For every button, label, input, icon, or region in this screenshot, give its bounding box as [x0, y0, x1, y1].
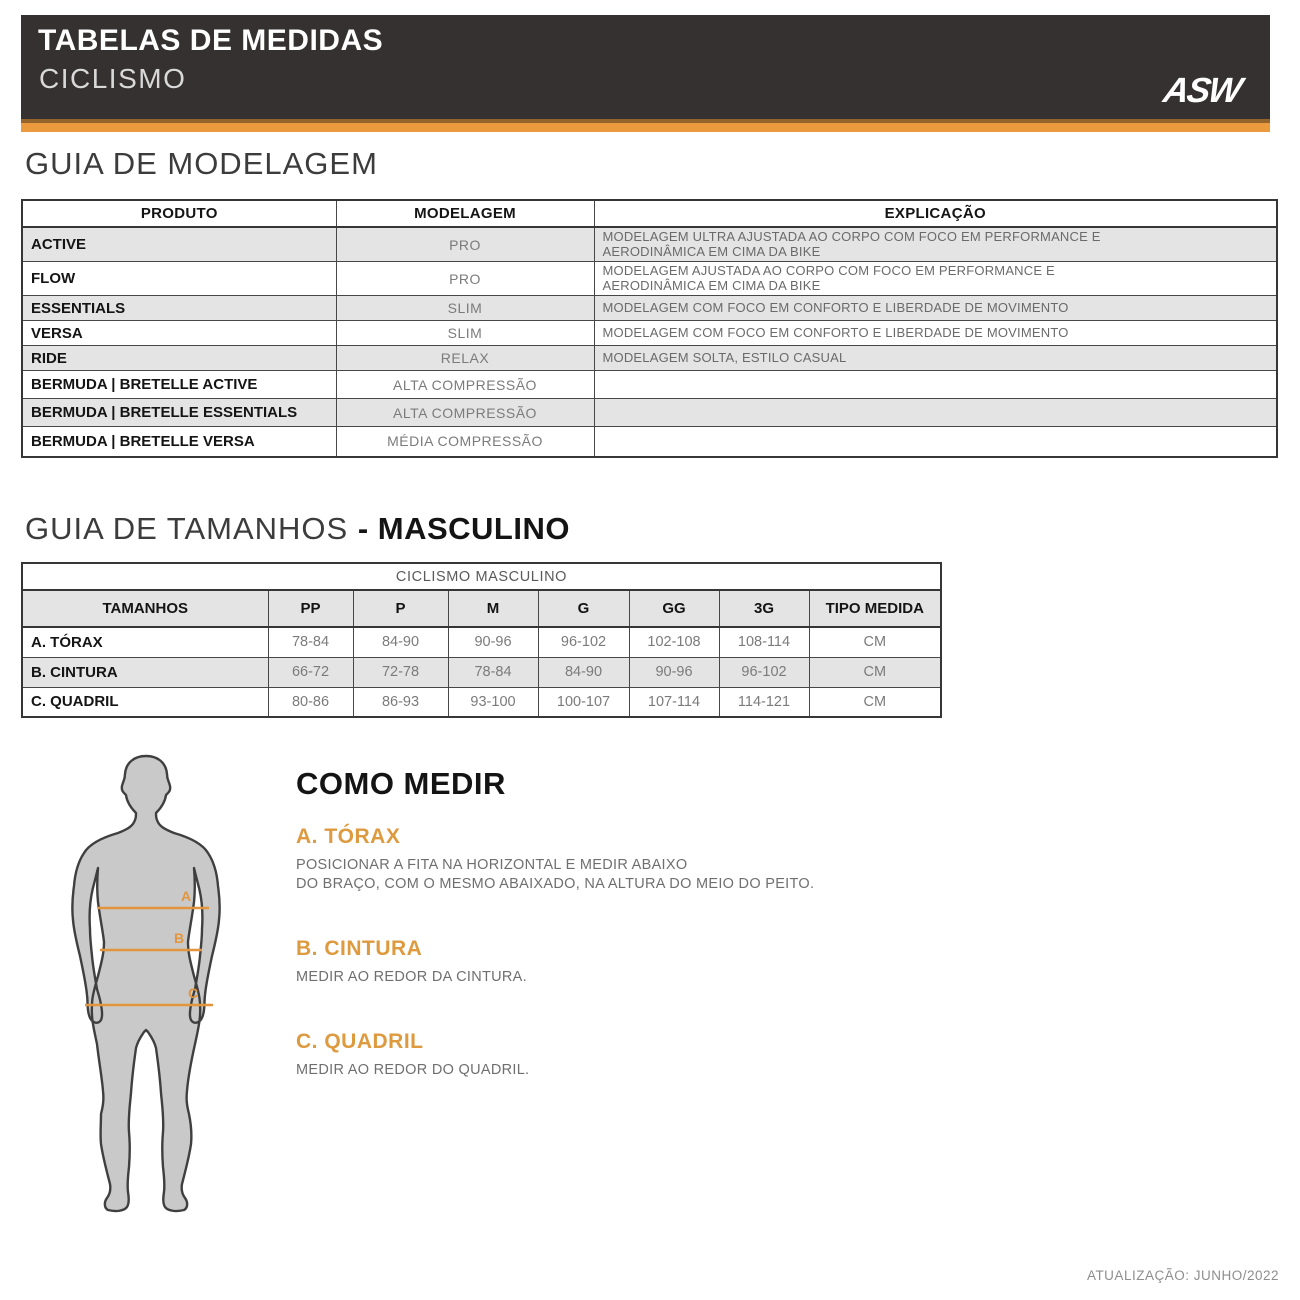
produto-cell: ESSENTIALS: [22, 296, 336, 321]
size-column-header: G: [538, 590, 629, 627]
modelagem-cell: PRO: [336, 262, 594, 296]
modelagem-row: [22, 296, 1277, 321]
como-medir-item-title: A. TÓRAX: [296, 825, 401, 848]
asw-logo: ASW: [1160, 71, 1244, 110]
size-row: [22, 657, 941, 687]
modelagem-cell: RELAX: [336, 346, 594, 371]
modelagem-row: [22, 346, 1277, 371]
size-value-cell: 72-78: [353, 657, 448, 687]
size-value-cell: 90-96: [629, 657, 719, 687]
tamanhos-heading-regular: GUIA DE TAMANHOS: [25, 511, 358, 546]
size-value-cell: 102-108: [629, 627, 719, 657]
size-value-cell: 66-72: [268, 657, 353, 687]
size-column-header: TAMANHOS: [22, 590, 268, 627]
chest-line-label: A: [181, 888, 192, 904]
como-medir-item: [296, 825, 976, 894]
explicacao-cell: [594, 262, 1277, 296]
produto-cell: VERSA: [22, 321, 336, 346]
size-value-cell: 96-102: [719, 657, 809, 687]
size-row: [22, 627, 941, 657]
modelagem-cell: ALTA COMPRESSÃO: [336, 399, 594, 427]
produto-cell: FLOW: [22, 262, 336, 296]
tamanhos-header-row: [22, 590, 941, 627]
update-date-label: ATUALIZAÇÃO: JUNHO/2022: [1086, 1268, 1279, 1283]
modelagem-row: [22, 399, 1277, 427]
como-medir-item-title: B. CINTURA: [296, 937, 423, 961]
produto-cell: BERMUDA | BRETELLE VERSA: [22, 427, 336, 457]
size-column-header: 3G: [719, 590, 809, 627]
explicacao-cell: [594, 321, 1277, 346]
modelagem-cell: PRO: [336, 227, 594, 262]
size-value-cell: 86-93: [353, 687, 448, 717]
size-value-cell: 100-107: [538, 687, 629, 717]
size-value-cell: 114-121: [719, 687, 809, 717]
modelagem-row: [22, 262, 1277, 296]
como-medir-item-text: MEDIR AO REDOR DO QUADRIL.: [296, 1062, 530, 1079]
como-medir-heading: COMO MEDIR: [296, 766, 506, 801]
measurement-label-cell: B. CINTURA: [22, 657, 268, 687]
explicacao-cell: [594, 399, 1277, 427]
tamanhos-heading-bold: - MASCULINO: [357, 511, 570, 546]
size-row: [22, 687, 941, 717]
como-medir-item: [296, 1030, 976, 1080]
header-bar: [21, 15, 1270, 119]
waist-line-label: B: [174, 930, 185, 946]
page-title: TABELAS DE MEDIDAS: [38, 24, 384, 57]
modelagem-cell: MÉDIA COMPRESSÃO: [336, 427, 594, 457]
modelagem-table: [21, 199, 1278, 458]
tamanhos-heading: [25, 511, 570, 547]
modelagem-cell: ALTA COMPRESSÃO: [336, 371, 594, 399]
modelagem-row: [22, 227, 1277, 262]
size-value-cell: 84-90: [538, 657, 629, 687]
tamanhos-table-title: CICLISMO MASCULINO: [22, 563, 941, 590]
explicacao-cell: [594, 227, 1277, 262]
size-column-header: M: [448, 590, 538, 627]
como-medir-item-text: POSICIONAR A FITA NA HORIZONTAL E MEDIR ABAIXO DO BRAÇO, COM O MESMO ABAIXADO, NA ALTURA DO MEIO DO PEITO.: [296, 857, 815, 893]
explicacao-cell: [594, 371, 1277, 399]
modelagem-row: [22, 321, 1277, 346]
male-silhouette-shape: [72, 756, 219, 1211]
modelagem-row: [22, 427, 1277, 457]
explicacao-text: MODELAGEM AJUSTADA AO CORPO COM FOCO EM PERFORMANCE E AERODINÂMICA EM CIMA DA BIKE: [602, 263, 1055, 293]
column-header: PRODUTO: [22, 200, 336, 227]
body-measurement-figure: [56, 748, 236, 1223]
explicacao-text: MODELAGEM COM FOCO EM CONFORTO E LIBERDADE DE MOVIMENTO: [602, 299, 1069, 315]
column-header: MODELAGEM: [336, 200, 594, 227]
produto-cell: ACTIVE: [22, 227, 336, 262]
size-value-cell: 78-84: [268, 627, 353, 657]
size-column-header: PP: [268, 590, 353, 627]
size-column-header: GG: [629, 590, 719, 627]
size-value-cell: 93-100: [448, 687, 538, 717]
modelagem-row: [22, 371, 1277, 399]
unit-cell: CM: [809, 687, 941, 717]
size-column-header: P: [353, 590, 448, 627]
modelagem-header-row: [22, 200, 1277, 227]
modelagem-heading: GUIA DE MODELAGEM: [25, 146, 378, 181]
como-medir-section: [296, 766, 976, 1081]
size-value-cell: 84-90: [353, 627, 448, 657]
measurement-label-cell: C. QUADRIL: [22, 687, 268, 717]
measurement-label-cell: A. TÓRAX: [22, 627, 268, 657]
explicacao-text: MODELAGEM ULTRA AJUSTADA AO CORPO COM FOCO EM PERFORMANCE E AERODINÂMICA EM CIMA DA BIKE: [602, 229, 1101, 259]
explicacao-cell: [594, 427, 1277, 457]
size-value-cell: 90-96: [448, 627, 538, 657]
page-subtitle: CICLISMO: [39, 63, 187, 94]
como-medir-item-text: MEDIR AO REDOR DA CINTURA.: [296, 969, 527, 986]
produto-cell: BERMUDA | BRETELLE ESSENTIALS: [22, 399, 336, 427]
male-silhouette-illustration: [56, 748, 236, 1223]
como-medir-item-title: C. QUADRIL: [296, 1030, 424, 1054]
como-medir-item: [296, 937, 976, 987]
accent-stripe: [21, 119, 1270, 132]
explicacao-text: MODELAGEM SOLTA, ESTILO CASUAL: [602, 349, 847, 365]
produto-cell: RIDE: [22, 346, 336, 371]
explicacao-text: MODELAGEM COM FOCO EM CONFORTO E LIBERDADE DE MOVIMENTO: [602, 324, 1069, 340]
modelagem-cell: SLIM: [336, 296, 594, 321]
explicacao-cell: [594, 346, 1277, 371]
size-column-header: TIPO MEDIDA: [809, 590, 941, 627]
size-value-cell: 96-102: [538, 627, 629, 657]
size-value-cell: 80-86: [268, 687, 353, 717]
unit-cell: CM: [809, 627, 941, 657]
tamanhos-caption-row: [22, 563, 941, 590]
unit-cell: CM: [809, 657, 941, 687]
modelagem-cell: SLIM: [336, 321, 594, 346]
size-value-cell: 107-114: [629, 687, 719, 717]
size-value-cell: 78-84: [448, 657, 538, 687]
column-header: EXPLICAÇÃO: [594, 200, 1277, 227]
explicacao-cell: [594, 296, 1277, 321]
tamanhos-table: [21, 562, 942, 718]
hip-line-label: C: [188, 985, 199, 1001]
size-value-cell: 108-114: [719, 627, 809, 657]
produto-cell: BERMUDA | BRETELLE ACTIVE: [22, 371, 336, 399]
